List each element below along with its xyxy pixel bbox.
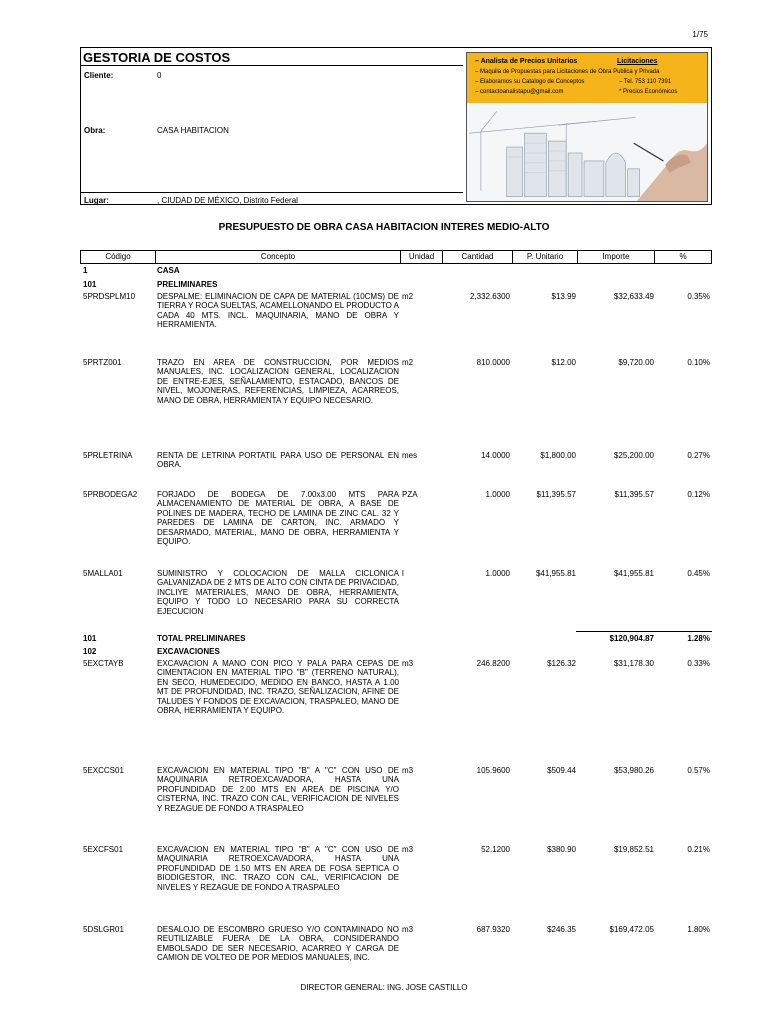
cell-punitario: $1,800.00: [540, 451, 576, 460]
cell-cantidad: 687.9320: [476, 925, 510, 934]
cell-unidad: m2: [402, 292, 414, 301]
cell-punitario: $11,395.57: [536, 490, 576, 499]
cell-concepto: CASA: [157, 266, 180, 275]
cell-unidad: m2: [402, 358, 414, 367]
cell-codigo: 5PRBODEGA2: [83, 490, 138, 499]
cell-unidad: l: [402, 569, 404, 578]
footer-signature: DIRECTOR GENERAL: ING. JOSE CASTILLO: [300, 983, 468, 992]
obra-value: CASA HABITACION: [157, 126, 229, 135]
cell-importe: $25,200.00: [613, 451, 654, 460]
cell-importe: $120,904.87: [609, 634, 654, 643]
cell-unidad: m3: [402, 766, 414, 775]
cell-concepto: PRELIMINARES: [157, 280, 218, 289]
company-name: GESTORIA DE COSTOS: [83, 50, 231, 65]
cell-concepto: TOTAL PRELIMINARES: [157, 634, 246, 643]
cell-pct: 0.33%: [687, 659, 710, 668]
ad-line: – Analista de Precios Unitarios: [475, 58, 578, 65]
divider: [81, 65, 463, 66]
cell-codigo: 5PRTZ001: [83, 358, 122, 367]
cell-importe: $9,720.00: [618, 358, 654, 367]
cell-codigo: 101: [83, 280, 97, 289]
cell-unidad: m3: [402, 925, 414, 934]
cell-concepto: DESALOJO DE ESCOMBRO GRUESO Y/O CONTAMINADO NO REUTILIZABLE FUERA DE LA OBRA, CONSIDERANDO EMBOLSADO DE SER NECESARIO, ACARREO Y CARGA DE CAMION DE VOLTEO DE POR MEDIOS MANUALES, INC.: [157, 925, 399, 963]
cell-importe: $31,178.30: [613, 659, 654, 668]
ad-line: – contactoanalistapu@gmail.com: [475, 89, 564, 95]
cell-punitario: $246.35: [547, 925, 576, 934]
cell-codigo: 5PRLETRINA: [83, 451, 133, 460]
cell-pct: 0.10%: [687, 358, 710, 367]
cell-importe: $169,472.05: [609, 925, 654, 934]
ad-line: * Precios Económicos: [619, 89, 678, 95]
column-header: P. Unitario: [513, 251, 578, 263]
cell-punitario: $12.00: [551, 358, 576, 367]
ad-line: Licitaciones: [617, 58, 658, 65]
cell-pct: 0.21%: [687, 845, 710, 854]
cell-punitario: $13.99: [551, 292, 576, 301]
cell-codigo: 5EXCFS01: [83, 845, 124, 854]
document-title: PRESUPUESTO DE OBRA CASA HABITACION INTERES MEDIO-ALTO: [218, 222, 550, 233]
cell-codigo: 5DSLGR01: [83, 925, 124, 934]
ad-line: – Tel. 753 110 7391: [619, 79, 672, 85]
cell-importe: $53,980.26: [613, 766, 654, 775]
cell-punitario: $509.44: [547, 766, 576, 775]
cliente-value: 0: [157, 71, 162, 80]
cell-unidad: m3: [402, 845, 414, 854]
cell-cantidad: 1.0000: [485, 569, 510, 578]
cell-importe: $41,955.81: [613, 569, 654, 578]
cell-pct: 0.12%: [687, 490, 710, 499]
lugar-value: , CIUDAD DE MÉXICO, Distrito Federal: [157, 196, 298, 205]
cell-cantidad: 52.1200: [481, 845, 510, 854]
cell-cantidad: 246.8200: [476, 659, 510, 668]
cell-pct: 0.45%: [687, 569, 710, 578]
cell-unidad: PZA: [402, 490, 418, 499]
cell-concepto: EXCAVACION A MANO CON PICO Y PALA PARA CEPAS DE CIMENTACION EN MATERIAL TIPO "B" (TERRENO NATURAL), EN SECO, HUMEDECIDO, MEDIDO EN BANCO, HASTA A 1.00 MT DE PROFUNDIDAD, INC. TRAZO, SEÑALIZACION, AFINE DE TALUDES Y FONDOS DE EXCAVACION, TRASPALEO, MANO DE OBRA, HERRAMIENTA Y EQUIPO.: [157, 659, 399, 716]
advertisement-banner: [466, 52, 708, 202]
cell-importe: $11,395.57: [614, 490, 654, 499]
cell-punitario: $380.90: [547, 845, 576, 854]
cell-concepto: SUMINISTRO Y COLOCACION DE MALLA CICLONICA GALVANIZADA DE 2 MTS DE ALTO CON CINTA DE PRIVACIDAD, INCLIYE MATERIALES, MANO DE OBRA, HERRAMIENTA, EQUIPO Y TODO LO NECESARIO PARA SU CORRECTA EJECUCION: [157, 569, 399, 616]
column-header: Concepto: [156, 251, 401, 263]
header-box: [80, 47, 712, 205]
cell-concepto: DESPALME: ELIMINACION DE CAPA DE MATERIAL (10CMS) DE TIERRA Y ROCA SUELTAS, ACAMELLONANDO EL PRODUCTO A CADA 40 MTS. INCL. MAQUINARIA, MANO DE OBRA Y HERRAMIENTA.: [157, 292, 399, 330]
cell-pct: 0.57%: [687, 766, 710, 775]
cell-pct: 0.35%: [687, 292, 710, 301]
table-header: [80, 250, 712, 264]
cell-pct: 0.27%: [687, 451, 710, 460]
lugar-label: Lugar:: [84, 196, 109, 205]
column-header: Código: [81, 251, 156, 263]
cell-cantidad: 105.9600: [476, 766, 510, 775]
cell-cantidad: 14.0000: [481, 451, 510, 460]
obra-label: Obra:: [84, 126, 106, 135]
cell-punitario: $126.32: [547, 659, 576, 668]
cell-unidad: mes: [402, 451, 418, 460]
column-header: Unidad: [401, 251, 443, 263]
column-header: %: [679, 252, 687, 261]
cell-codigo: 5PRDSPLM10: [83, 292, 136, 301]
cell-concepto: RENTA DE LETRINA PORTATIL PARA USO DE PERSONAL EN OBRA.: [157, 451, 399, 470]
cell-concepto: FORJADO DE BODEGA DE 7.00x3.00 MTS PARA ALMACENAMIENTO DE MATERIAL DE OBRA, A BASE DE POLINES DE MADERA, TECHO DE LAMINA DE ZINC CAL. 32 Y PAREDES DE LAMINA DE CARTON, INC. ARMADO Y DESARMADO, MATERIAL, MANO DE OBRA, HERRAMIENTA Y EQUIPO.: [157, 490, 399, 547]
cell-unidad: m3: [402, 659, 414, 668]
total-divider: [576, 631, 712, 632]
cell-codigo: 1: [83, 266, 88, 275]
cell-codigo: 5EXCCS01: [83, 766, 124, 775]
city-crane-illustration: [467, 103, 707, 202]
cell-pct: 1.28%: [687, 634, 710, 643]
cell-codigo: 5EXCTAYB: [83, 659, 124, 668]
cell-cantidad: 1.0000: [485, 490, 510, 499]
cell-importe: $32,633.49: [613, 292, 654, 301]
cliente-label: Cliente:: [84, 71, 114, 80]
page-number: 1/75: [692, 30, 708, 39]
ad-line: – Maquila de Propuestas para Licitaciones de Obra Publica y Privada: [475, 69, 660, 75]
cell-concepto: EXCAVACIONES: [157, 647, 220, 656]
cell-concepto: EXCAVACION EN MATERIAL TIPO "B" A "C" CON USO DE MAQUINARIA RETROEXCAVADORA, HASTA UNA PROFUNDIDAD DE 1.50 MTS EN AREA DE FOSA SEPTICA O BIODIGESTOR, INC. TRAZO CON CAL, VERIFICACION DE NIVELES Y REZAGUE DE FONDO A TRASPALEO: [157, 845, 399, 892]
cell-cantidad: 810.0000: [476, 358, 510, 367]
cell-codigo: 102: [83, 647, 97, 656]
cell-codigo: 101: [83, 634, 97, 643]
cell-punitario: $41,955.81: [535, 569, 576, 578]
column-header: Importe: [578, 251, 655, 263]
ad-line: – Elaboramos su Catalogo de Conceptos: [475, 79, 585, 85]
cell-codigo: 5MALLA01: [83, 569, 123, 578]
cell-pct: 1.80%: [687, 925, 710, 934]
cell-cantidad: 2,332.6300: [469, 292, 510, 301]
cell-importe: $19,852.51: [613, 845, 654, 854]
cell-concepto: TRAZO EN AREA DE CONSTRUCCION, POR MEDIOS MANUALES, INC. LOCALIZACION GENERAL, LOCALIZACION DE ENTRE-EJES, SEÑALAMIENTO, ESTACADO, BANCOS DE NIVEL, MOJONERAS, REFERENCIAS, LIMPIEZA, ACARREOS, MANO DE OBRA, HERRAMIENTA Y EQUIPO NECESARIO.: [157, 358, 399, 405]
cell-concepto: EXCAVACION EN MATERIAL TIPO "B" A "C" CON USO DE MAQUINARIA RETROEXCAVADORA, HASTA UNA PROFUNDIDAD DE 2.00 MTS EN AREA DE PISCINA Y/O CISTERNA, INC. TRAZO CON CAL, VERIFICACION DE NIVELES Y REZAGUE DE FONDO A TRASPALEO: [157, 766, 399, 813]
column-header: Cantidad: [443, 251, 513, 263]
divider: [81, 192, 463, 193]
